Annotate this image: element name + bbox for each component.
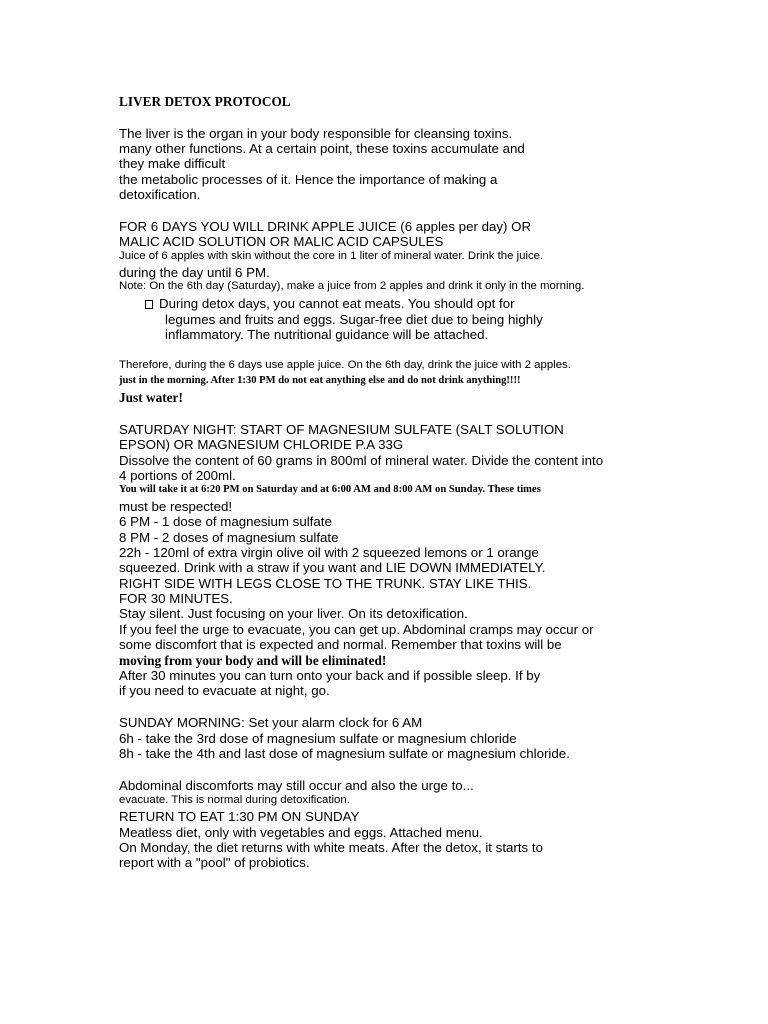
bullet-line: inflammatory. The nutritional guidance will be attached. xyxy=(165,327,489,342)
closing-line: report with a "pool" of probiotics. xyxy=(119,855,310,870)
dose-line: 8 PM - 2 doses of magnesium sulfate xyxy=(119,530,339,545)
intro-line: The liver is the organ in your body responsible for cleansing toxins. xyxy=(119,126,513,141)
closing-line: Meatless diet, only with vegetables and eggs. Attached menu. xyxy=(119,825,483,840)
sunday-line: 6h - take the 3rd dose of magnesium sulfate or magnesium chloride xyxy=(119,731,517,746)
apple-juice-heading: FOR 6 DAYS YOU WILL DRINK APPLE JUICE (6 apples per day) OR xyxy=(119,219,532,234)
bullet-item xyxy=(145,297,515,310)
intro-line: many other functions. At a certain point, these toxins accumulate and xyxy=(119,141,525,156)
sunday-line: 8h - take the 4th and last dose of magnesium sulfate or magnesium chloride. xyxy=(119,746,570,761)
dose-line: RIGHT SIDE WITH LEGS CLOSE TO THE TRUNK. STAY LIKE THIS. xyxy=(119,576,532,591)
summary-line: Therefore, during the 6 days use apple juice. On the 6th day, drink the juice with 2 apples. xyxy=(119,359,571,371)
apple-juice-heading: MALIC ACID SOLUTION OR MALIC ACID CAPSULES xyxy=(119,234,444,249)
closing-line: evacuate. This is normal during detoxification. xyxy=(119,794,350,806)
instruction-line: Stay silent. Just focusing on your liver. On its detoxification. xyxy=(119,606,468,621)
note-line: Note: On the 6th day (Saturday), make a juice from 2 apples and drink it only in the morning. xyxy=(119,280,585,292)
bullet-line: legumes and fruits and eggs. Sugar-free diet due to being highly xyxy=(165,312,543,327)
dose-line: FOR 30 MINUTES. xyxy=(119,591,233,606)
bullet-text: During detox days, you cannot eat meats. You should opt for xyxy=(159,296,515,311)
summary-line-bold: Just water! xyxy=(119,390,183,405)
saturday-line: must be respected! xyxy=(119,499,233,514)
saturday-line: Dissolve the content of 60 grams in 800ml of mineral water. Divide the content into xyxy=(119,453,604,468)
saturday-line-bold: You will take it at 6:20 PM on Saturday and at 6:00 AM and 8:00 AM on Sunday. These times xyxy=(119,484,541,495)
apple-juice-line: Juice of 6 apples with skin without the core in 1 liter of mineral water. Drink the juice. xyxy=(119,250,544,262)
closing-line: On Monday, the diet returns with white meats. After the detox, it starts to xyxy=(119,840,543,855)
apple-juice-line: during the day until 6 PM. xyxy=(119,265,270,280)
checkbox-bullet-icon xyxy=(145,300,153,309)
saturday-line: 4 portions of 200ml. xyxy=(119,468,236,483)
instruction-line: After 30 minutes you can turn onto your back and if possible sleep. If by xyxy=(119,668,541,683)
saturday-heading: EPSON) OR MAGNESIUM CHLORIDE P.A 33G xyxy=(119,437,404,452)
instruction-line: If you feel the urge to evacuate, you can get up. Abdominal cramps may occur or xyxy=(119,622,594,637)
intro-line: the metabolic processes of it. Hence the importance of making a xyxy=(119,172,498,187)
sunday-heading: SUNDAY MORNING: Set your alarm clock for 6 AM xyxy=(119,715,423,730)
dose-line: 6 PM - 1 dose of magnesium sulfate xyxy=(119,514,332,529)
instruction-line: if you need to evacuate at night, go. xyxy=(119,683,330,698)
document-title: LIVER DETOX PROTOCOL xyxy=(119,94,291,109)
saturday-heading: SATURDAY NIGHT: START OF MAGNESIUM SULFATE (SALT SOLUTION xyxy=(119,422,564,437)
summary-line-bold: just in the morning. After 1:30 PM do not eat anything else and do not drink anything!!!! xyxy=(119,375,521,386)
instruction-line-bold: moving from your body and will be eliminated! xyxy=(119,653,387,668)
closing-line: Abdominal discomforts may still occur and also the urge to... xyxy=(119,778,474,793)
intro-line: detoxification. xyxy=(119,187,201,202)
dose-line: 22h - 120ml of extra virgin olive oil with 2 squeezed lemons or 1 orange xyxy=(119,545,539,560)
dose-line: squeezed. Drink with a straw if you want and LIE DOWN IMMEDIATELY. xyxy=(119,560,546,575)
intro-line: they make difficult xyxy=(119,156,226,171)
return-heading: RETURN TO EAT 1:30 PM ON SUNDAY xyxy=(119,809,360,824)
instruction-line: some discomfort that is expected and normal. Remember that toxins will be xyxy=(119,637,562,652)
